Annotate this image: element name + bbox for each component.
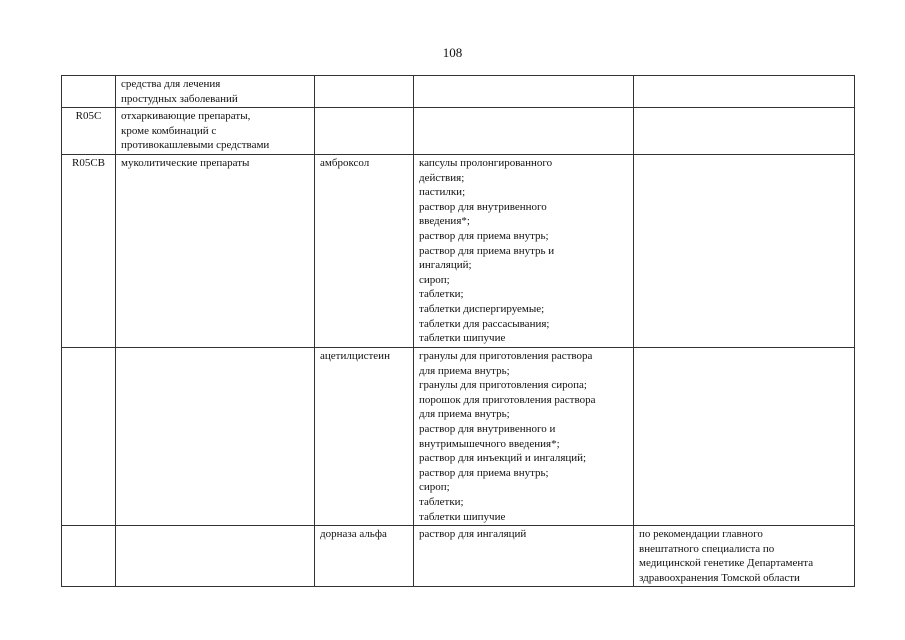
dosage-forms-line: внутримышечного введения*; <box>419 437 560 450</box>
group-name-cell <box>116 347 315 525</box>
note-line: по рекомендации главного <box>639 528 763 541</box>
dosage-forms-line: сироп; <box>419 481 450 494</box>
note-cell <box>634 108 855 155</box>
group-name-cell <box>116 154 315 347</box>
dosage-forms-line: капсулы пролонгированного <box>419 156 553 169</box>
dosage-forms-cell <box>414 347 634 525</box>
dosage-forms-line: таблетки для рассасывания; <box>419 317 550 330</box>
dosage-forms-line: раствор для приема внутрь; <box>419 466 549 479</box>
group-name-cell <box>116 526 315 587</box>
dosage-forms-line: гранулы для приготовления раствора <box>419 349 593 362</box>
note-line: медицинской генетике Департамента <box>639 557 814 570</box>
note-cell <box>634 526 855 587</box>
note-line: здравоохранения Томской области <box>639 571 800 584</box>
table-row <box>62 526 855 587</box>
dosage-forms-cell <box>414 108 634 155</box>
atc-code-cell: R05C <box>62 108 116 155</box>
drug-name-cell <box>315 108 414 155</box>
medication-table <box>61 75 855 587</box>
dosage-forms-line: для приема внутрь; <box>419 408 510 421</box>
group-name-line: отхаркивающие препараты, <box>121 110 251 123</box>
atc-code-cell <box>62 347 116 525</box>
dosage-forms-line: раствор для приема внутрь; <box>419 229 549 242</box>
dosage-forms-line: раствор для приема внутрь и <box>419 244 555 257</box>
dosage-forms-line: таблетки; <box>419 495 464 508</box>
drug-name-cell: амброксол <box>315 154 414 347</box>
group-name-line: муколитические препараты <box>121 156 250 169</box>
table-row <box>62 154 855 347</box>
dosage-forms-cell <box>414 76 634 108</box>
dosage-forms-line: раствор для внутривенного и <box>419 422 556 435</box>
group-name-cell <box>116 76 315 108</box>
table-row <box>62 108 855 155</box>
dosage-forms-line: действия; <box>419 171 465 184</box>
note-cell <box>634 154 855 347</box>
dosage-forms-line: таблетки; <box>419 288 464 301</box>
table-body <box>62 76 855 587</box>
group-name-line: простудных заболеваний <box>121 92 238 105</box>
dosage-forms-line: гранулы для приготовления сиропа; <box>419 379 587 392</box>
group-name-cell <box>116 108 315 155</box>
dosage-forms-line: раствор для ингаляций <box>419 528 527 541</box>
note-line: внештатного специалиста по <box>639 542 775 555</box>
dosage-forms-line: пастилки; <box>419 186 466 199</box>
drug-name-cell: ацетилцистеин <box>315 347 414 525</box>
drug-name-cell <box>315 76 414 108</box>
group-name-line: средства для лечения <box>121 78 221 90</box>
page-number: 108 <box>442 45 463 60</box>
dosage-forms-cell <box>414 154 634 347</box>
dosage-forms-line: ингаляций; <box>419 259 472 272</box>
dosage-forms-line: сироп; <box>419 273 450 286</box>
dosage-forms-line: раствор для внутривенного <box>419 200 547 213</box>
atc-code-cell <box>62 76 116 108</box>
dosage-forms-line: таблетки шипучие <box>419 510 506 523</box>
table-row <box>62 76 855 108</box>
group-name-line: кроме комбинаций с <box>121 124 217 137</box>
note-cell <box>634 76 855 108</box>
group-name-line: противокашлевыми средствами <box>121 139 270 152</box>
atc-code-cell: R05CB <box>62 154 116 347</box>
dosage-forms-line: таблетки диспергируемые; <box>419 302 545 315</box>
atc-code-cell <box>62 526 116 587</box>
dosage-forms-line: для приема внутрь; <box>419 364 510 377</box>
dosage-forms-cell <box>414 526 634 587</box>
dosage-forms-line: раствор для инъекций и ингаляций; <box>419 452 587 465</box>
note-cell <box>634 347 855 525</box>
dosage-forms-line: введения*; <box>419 215 470 228</box>
dosage-forms-line: порошок для приготовления раствора <box>419 393 596 406</box>
table-row <box>62 347 855 525</box>
drug-name-cell: дорназа альфа <box>315 526 414 587</box>
dosage-forms-line: таблетки шипучие <box>419 332 506 345</box>
